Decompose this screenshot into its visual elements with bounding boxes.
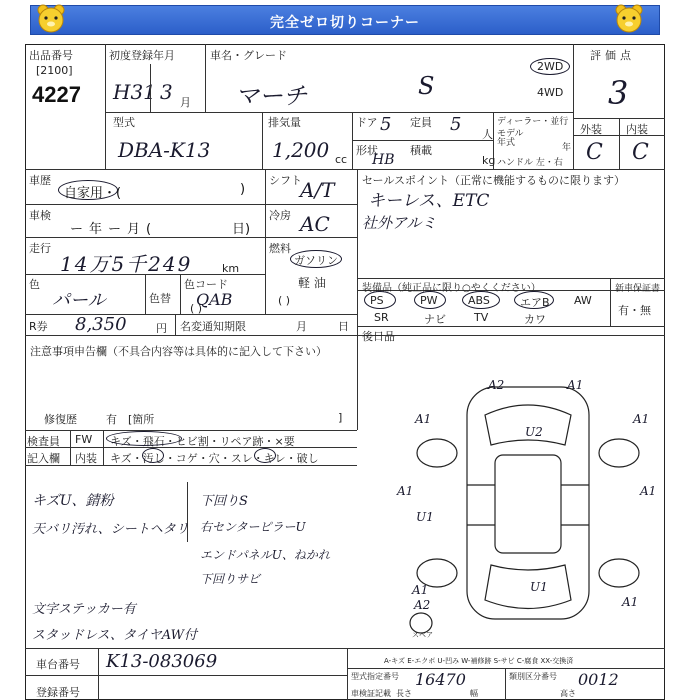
fuel-label: 燃料	[269, 242, 291, 255]
remark-right1: 下回りS	[200, 494, 248, 509]
registration-label: 初度登録年月	[109, 49, 175, 62]
inspection-day: 日)	[232, 222, 251, 237]
inspector-label: 検査員	[27, 435, 60, 448]
lot-label: 出品番号	[29, 49, 73, 62]
sales-point-line2: 社外アルミ	[362, 214, 437, 232]
handle-label: ハンドル 左・右	[497, 158, 563, 168]
entry-dirt-circle	[142, 448, 164, 463]
shift-value: A/T	[300, 178, 335, 202]
equipment-airbag: エアB	[520, 296, 550, 309]
equipment-navi: ナビ	[424, 313, 446, 326]
notes-label: 注意事項申告欄（不具合内容等は具体的に記入して下さい）	[30, 345, 327, 358]
car-history-label: 車歴	[29, 174, 51, 187]
remark-bottom2: スタッドレス、タイヤAW付	[32, 628, 197, 643]
equipment-airbag-circle	[514, 291, 554, 309]
inspector-text: キズ・飛石・ヒビ割・リペア跡・×要	[110, 435, 295, 448]
rating-ext-value: C	[586, 140, 603, 165]
remark-right4: 下回りサビ	[200, 572, 261, 586]
repair-label: 修復歴	[44, 413, 77, 426]
damage-legend: A-キズ E-エクボ U-凹み W-補修跡 S-サビ C-腐食 XX-交換済	[384, 657, 574, 665]
model-code-label: 型式	[113, 116, 135, 129]
dims-width: 幅	[470, 689, 478, 698]
shift-label: シフト	[269, 174, 302, 187]
header-title: 完全ゼロ切りコーナー	[270, 15, 420, 31]
remark-right2: 右センターピラーU	[200, 520, 306, 534]
equipment-ps: PS	[370, 294, 384, 307]
mileage-label: 走行	[29, 242, 51, 255]
rating-score: 3	[608, 74, 629, 112]
bear-mascot-icon	[612, 2, 646, 36]
rating-label: 評価点	[590, 49, 635, 62]
damage-label-a1-fr: A1	[633, 412, 650, 426]
damage-label-a2-top: A2	[488, 378, 505, 392]
remark-bottom1: 文字ステッカー有	[32, 602, 136, 617]
doors-label: ドア	[356, 116, 378, 129]
registration-era-year: H31	[113, 80, 156, 104]
fuel-paren: ( )	[278, 294, 291, 307]
displacement-value: 1,200	[272, 138, 330, 162]
spare-mark: スペア	[412, 631, 433, 639]
remark-left2: 天バリ汚れ、シートヘタリ	[32, 522, 189, 537]
model-year-unit: 年	[562, 143, 572, 153]
car-grade: S	[418, 72, 435, 100]
capacity-value: 5	[450, 114, 462, 135]
shape-label: 形状	[356, 144, 378, 157]
damage-label-a1-rl: A1	[412, 583, 429, 597]
dims-length: 長さ	[396, 689, 412, 698]
sales-point-line1: キーレス、ETC	[368, 191, 490, 211]
inspection-label: 車検	[29, 209, 51, 222]
entry-interior: 内装	[75, 452, 97, 465]
color-label: 色	[29, 278, 40, 291]
category-no-value: 0012	[578, 670, 619, 689]
name-label: 車名・グレード	[210, 49, 287, 62]
name-change-day: 日	[338, 320, 349, 333]
equipment-abs: ABS	[468, 294, 490, 307]
entry-label: 記入欄	[27, 452, 60, 465]
color-value: パール	[52, 290, 106, 311]
dealer-label: ディーラー・並行	[497, 117, 569, 127]
inspector-chip-circle	[106, 431, 182, 446]
capacity-label: 定員	[410, 116, 432, 129]
damage-label-a1-left: A1	[397, 484, 414, 498]
capacity-unit: 人	[482, 128, 493, 141]
drive-4wd: 4WD	[537, 86, 564, 99]
damage-label-a2-rear: A2	[414, 598, 431, 612]
chassis-value: K13-083069	[106, 651, 218, 672]
entry-scuff-circle	[254, 448, 276, 463]
displacement-unit: cc	[335, 153, 348, 166]
damage-label-u1-rear: U1	[530, 580, 548, 594]
mileage-unit: km	[222, 262, 240, 275]
car-model-name: マーチ	[235, 82, 307, 110]
damage-label-a1-right: A1	[640, 484, 657, 498]
color-code-value: QAB	[196, 290, 233, 309]
load-unit: kg	[482, 154, 496, 167]
category-no-label: 類別区分番号	[509, 672, 557, 681]
equipment-ps-circle	[364, 291, 396, 309]
model-code-value: DBA-K13	[118, 138, 211, 162]
damage-label-a1-rr: A1	[622, 595, 639, 609]
registration-month: 3	[160, 80, 173, 104]
car-history-value: 自家用・(	[64, 186, 122, 201]
equipment-abs-circle	[462, 291, 500, 309]
displacement-label: 排気量	[268, 116, 301, 129]
doors-value: 5	[380, 114, 392, 135]
equipment-tv: TV	[474, 311, 489, 324]
lot-code: [2100]	[36, 64, 73, 77]
sales-point-label: セールスポイント（正常に機能するものに限ります）	[362, 174, 626, 187]
mileage-value: 14万5千249	[60, 252, 193, 276]
repair-value: 有	[106, 413, 117, 426]
spec-no-label: 型式指定番号	[351, 672, 399, 681]
warranty-label: 新車保証書	[615, 284, 661, 294]
equipment-pw: PW	[420, 294, 438, 307]
equipment-sr: SR	[374, 311, 389, 324]
warranty-value: 有・無	[618, 304, 651, 317]
damage-label-u1-left: U1	[416, 510, 434, 524]
dims-label: 車検証記載	[351, 689, 391, 698]
name-change-label: 名変通知期限	[180, 320, 246, 333]
remark-left1: キズU、錆粉	[32, 493, 114, 509]
dims-height: 高さ	[560, 689, 576, 698]
recycle-label: R券	[29, 320, 48, 333]
name-change-month: 月	[296, 320, 307, 333]
color-code-paren: ( )	[190, 302, 203, 315]
rating-int-label: 内装	[626, 123, 648, 136]
model-year-label: モデル年式	[497, 129, 524, 148]
rating-int-value: C	[632, 140, 649, 165]
chassis-label: 車台番号	[36, 658, 80, 671]
back-seat-label: 後日品	[362, 330, 395, 343]
entry-text: キズ・汚し・コゲ・穴・スレ・キレ・破し	[110, 452, 319, 465]
remark-right3: エンドパネルU、ねかれ	[200, 548, 330, 562]
repair-close: ]	[338, 411, 343, 424]
inspector-fw: FW	[75, 433, 93, 446]
damage-label-a1-fl: A1	[415, 412, 432, 426]
car-damage-diagram	[395, 375, 660, 645]
equipment-aw: AW	[574, 294, 592, 307]
recycle-unit: 円	[156, 322, 167, 335]
shape-value: HB	[372, 152, 395, 168]
bear-mascot-icon	[34, 2, 68, 36]
registration-month-unit: 月	[180, 96, 191, 109]
drive-2wd: 2WD	[537, 60, 564, 73]
load-label: 積載	[410, 144, 432, 157]
fuel-diesel: 軽 油	[298, 276, 326, 290]
color-tone-label: 色替	[149, 292, 171, 305]
color-code-label: 色コード	[184, 278, 228, 291]
damage-label-a1-top: A1	[567, 378, 584, 392]
repair-bracket: [箇所	[128, 413, 155, 426]
header-bar	[30, 5, 660, 35]
inspection-value: ー年ー月(	[70, 222, 158, 237]
car-history-close: )	[240, 182, 246, 197]
equipment-pw-circle	[414, 291, 446, 309]
spec-no-value: 16470	[415, 670, 466, 689]
registration-no-label: 登録番号	[36, 686, 80, 699]
recycle-value: 8,350	[75, 314, 127, 335]
aircon-label: 冷房	[269, 209, 291, 222]
lot-number: 4227	[32, 82, 81, 107]
aircon-value: AC	[300, 212, 330, 236]
equipment-leather: カワ	[524, 313, 546, 326]
damage-label-u2: U2	[525, 425, 543, 439]
equipment-label: 装備品（純正品に限り○やくください）	[362, 283, 541, 294]
fuel-gasoline: ガソリン	[294, 254, 338, 267]
rating-ext-label: 外装	[580, 123, 602, 136]
